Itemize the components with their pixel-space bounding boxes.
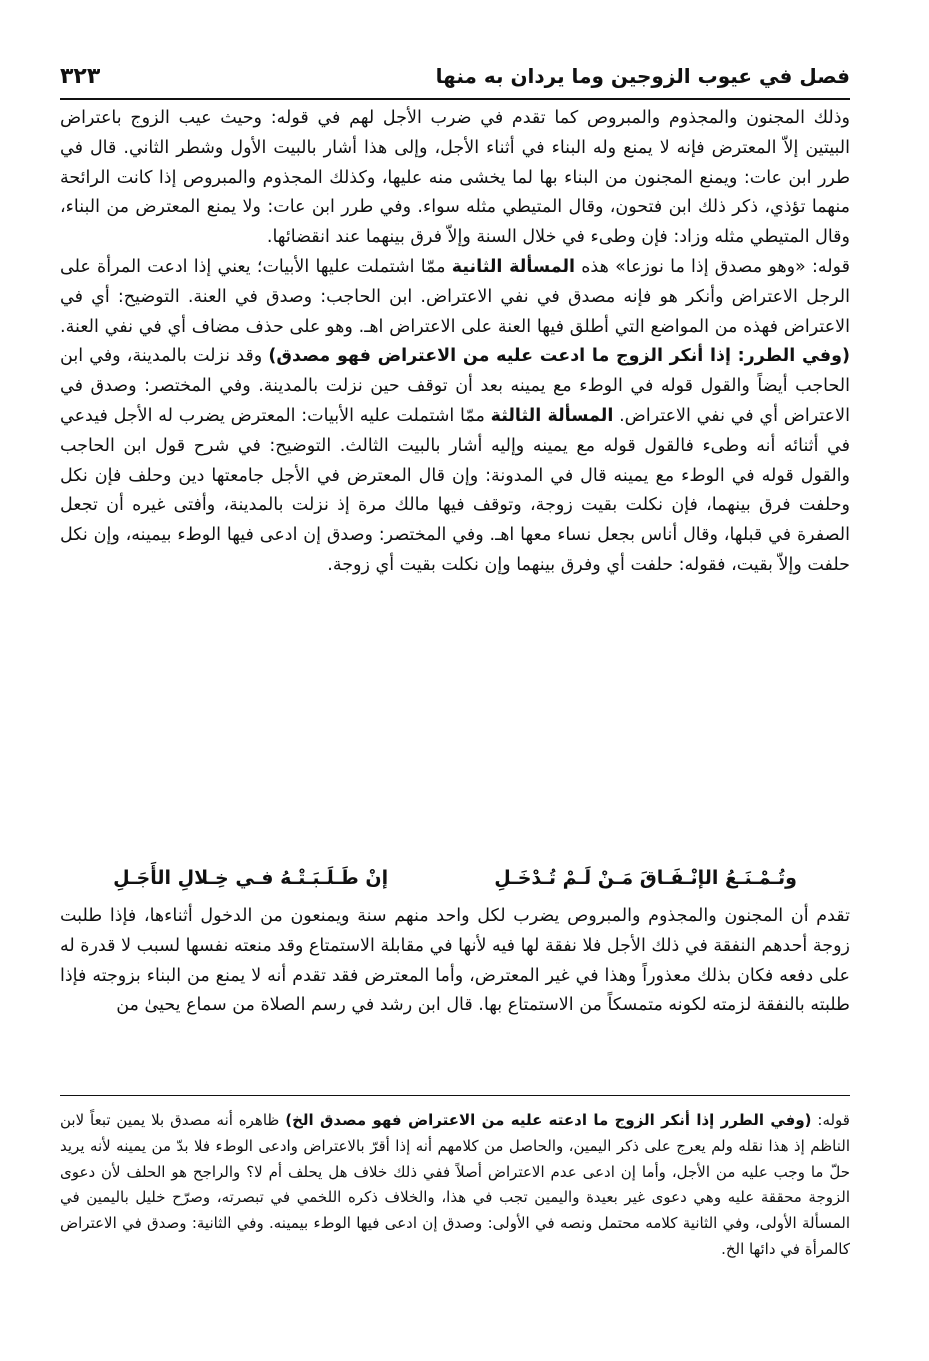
footnote bbox=[60, 1108, 850, 1263]
bold-quote: (وفي الطرر إذا أنكر الزوج ما ادعته عليه من الاعتراض فهو مصدق الخ) bbox=[285, 1111, 812, 1129]
chapter-title: فصل في عيوب الزوجين وما يردان به منها bbox=[435, 64, 850, 88]
paragraph: تقدم أن المجنون والمجذوم والمبروص يضرب لكل واحد منهم سنة ويمنعون من الدخول أثناءها، فإذا طلبت زوجة أحدهم النفقة في ذلك الأجل فلا نفقة لها فيه لأنها في مقابلة الاستمتاع وقد منعته نفسها لسبب لا قدرة له على دفعه فكان بذلك معذوراً وهذا في غير المعترض، وأما المعترض فقد تقدم أنه لا يمنع من البناء بزوجته فإذا طلبته بالنفقة لزمته لكونه متمسكاً من الاستمتاع بها. قال ابن رشد في رسم الصلاة من سماع يحيىٰ من bbox=[60, 906, 850, 1016]
running-header bbox=[60, 56, 850, 96]
text-run: ممّا اشتملت عليه الأبيات: المعترض يضرب له الأجل فيدعي في أثنائه أنه وطىء فالقول قوله مع يمينه وإليه أشار بالبيت الثالث. التوضيح: في شرح قول ابن الحاجب والقول قوله في الوطء مع يمينه قال في المدونة: وإن قال المعترض في الأجل جامعتها دين وحلف فإن نكل وحلفت فرق بينهما، فإن نكلت بقيت زوجة، وتوقف فيها مالك مرة إذ نزلت بالمدينة، وأفتى غيره أن تجعل الصفرة في قبلها، وقال أناس بجعل نساء معها اهـ. وفي المختصر: وصدق إن ادعى فيها الوطء بيمينه، وإن نكل حلفت وإلاّ بقيت، فقوله: حلفت أي وفرق بينهما وإن نكلت بقيت أي زوجة. bbox=[60, 405, 850, 575]
footnote-divider bbox=[60, 1095, 850, 1096]
book-page bbox=[60, 50, 850, 1320]
verse-hemistich-second: إنْ طَـلَـبَـتْـهُ فـي خِـلالِ الأَجَـلِ bbox=[113, 867, 389, 889]
verse-line bbox=[60, 858, 850, 898]
bold-term: المسألة الثالثة bbox=[490, 405, 614, 426]
header-rule bbox=[60, 98, 850, 100]
text-run: قوله: bbox=[817, 1111, 850, 1129]
main-text bbox=[60, 104, 850, 852]
paragraph: وذلك المجنون والمجذوم والمبروص كما تقدم في ضرب الأجل لهم في قوله: وحيث عيب الزوج باعتراض البيتين إلاّ المعترض فإنه لا يمنع وله البناء في أثناء الأجل، وإلى هذا أشار بالبيت الأول وشطر الثاني. قال في طرر ابن عات: ويمنع المجنون من البناء بها لما يخشى منه عليها، وكذلك المجذوم والمبروص إذا كانت الرائحة منهما تؤذي، ذكر ذلك ابن فتحون، وقال المتيطي مثله سواء. وفي طرر ابن عات: ولا يمنع المعترض من البناء، وقال المتيطي مثله وزاد: فإن وطىء في خلال السنة وإلاّ فرق بينهما عند انقضائها. bbox=[60, 108, 850, 248]
bold-quote: (وفي الطرر: إذا أنكر الزوج ما ادعت عليه من الاعتراض فهو مصدق) bbox=[268, 346, 850, 367]
text-run: وقد نزلت بالمدينة، وفي ابن الحاجب أيضاً والقول قوله في الوطء مع يمينه بعد أن توقف حين نزلت بالمدينة. وفي المختصر: وصدق في الاعتراض أي في نفي الاعتراض. bbox=[60, 346, 850, 426]
text-run: ظاهره أنه مصدق بلا يمين تبعاً لابن الناظم إذ هذا نقله ولم يعرج على ذكر اليمين، والحاصل من كلامهم أنه إذا أقرّ بالاعتراض وادعى الوطء فلا بدّ من يمينه لأنه يريد حلّ ما وجب عليه من الأجل، وأما إن ادعى عدم الاعتراض أصلاً ففي ذلك خلاف هل يحلف أم لا؟ والراجح هو الحلف لأن دعوى الزوجة محققة عليه وهي دعوى غير بعيدة واليمين تجب في هذا، والخلاف ذكره اللخمي في تبصرته، وصرّح خليل باليمين في المسألة الأولى، وفي الثانية كلامه محتمل ونصه في الأولى: وصدق إن ادعى فيها الوطء بيمينه. وفي الثانية: وصدق في الاعتراض كالمرأة في دائها الخ. bbox=[60, 1111, 850, 1258]
text-run: ممّا اشتملت عليها الأبيات؛ يعني إذا ادعت المرأة على الرجل الاعتراض وأنكر هو فإنه مصدق في نفي الاعتراض. ابن الحاجب: وصدق في العنة. التوضيح: أي في الاعتراض فهذه من المواضع التي أطلق فيها العنة على الاعتراض اهـ. وهو على حذف مضاف أي في نفي العنة. bbox=[60, 256, 850, 337]
page-number: ٣٢٣ bbox=[60, 63, 101, 89]
verse-hemistich-first: وتُـمْـنَـعُ الإنْـفَـاقَ مَـنْ لَـمْ تُـدْخَـلِ bbox=[494, 867, 797, 889]
commentary-text bbox=[60, 902, 850, 1080]
footnote-section bbox=[60, 1108, 850, 1340]
text-run: قوله: «وهو مصدق إذا ما نوزعا» هذه bbox=[581, 256, 850, 277]
bold-term: المسألة الثانية bbox=[451, 256, 576, 277]
paragraph bbox=[60, 253, 850, 581]
